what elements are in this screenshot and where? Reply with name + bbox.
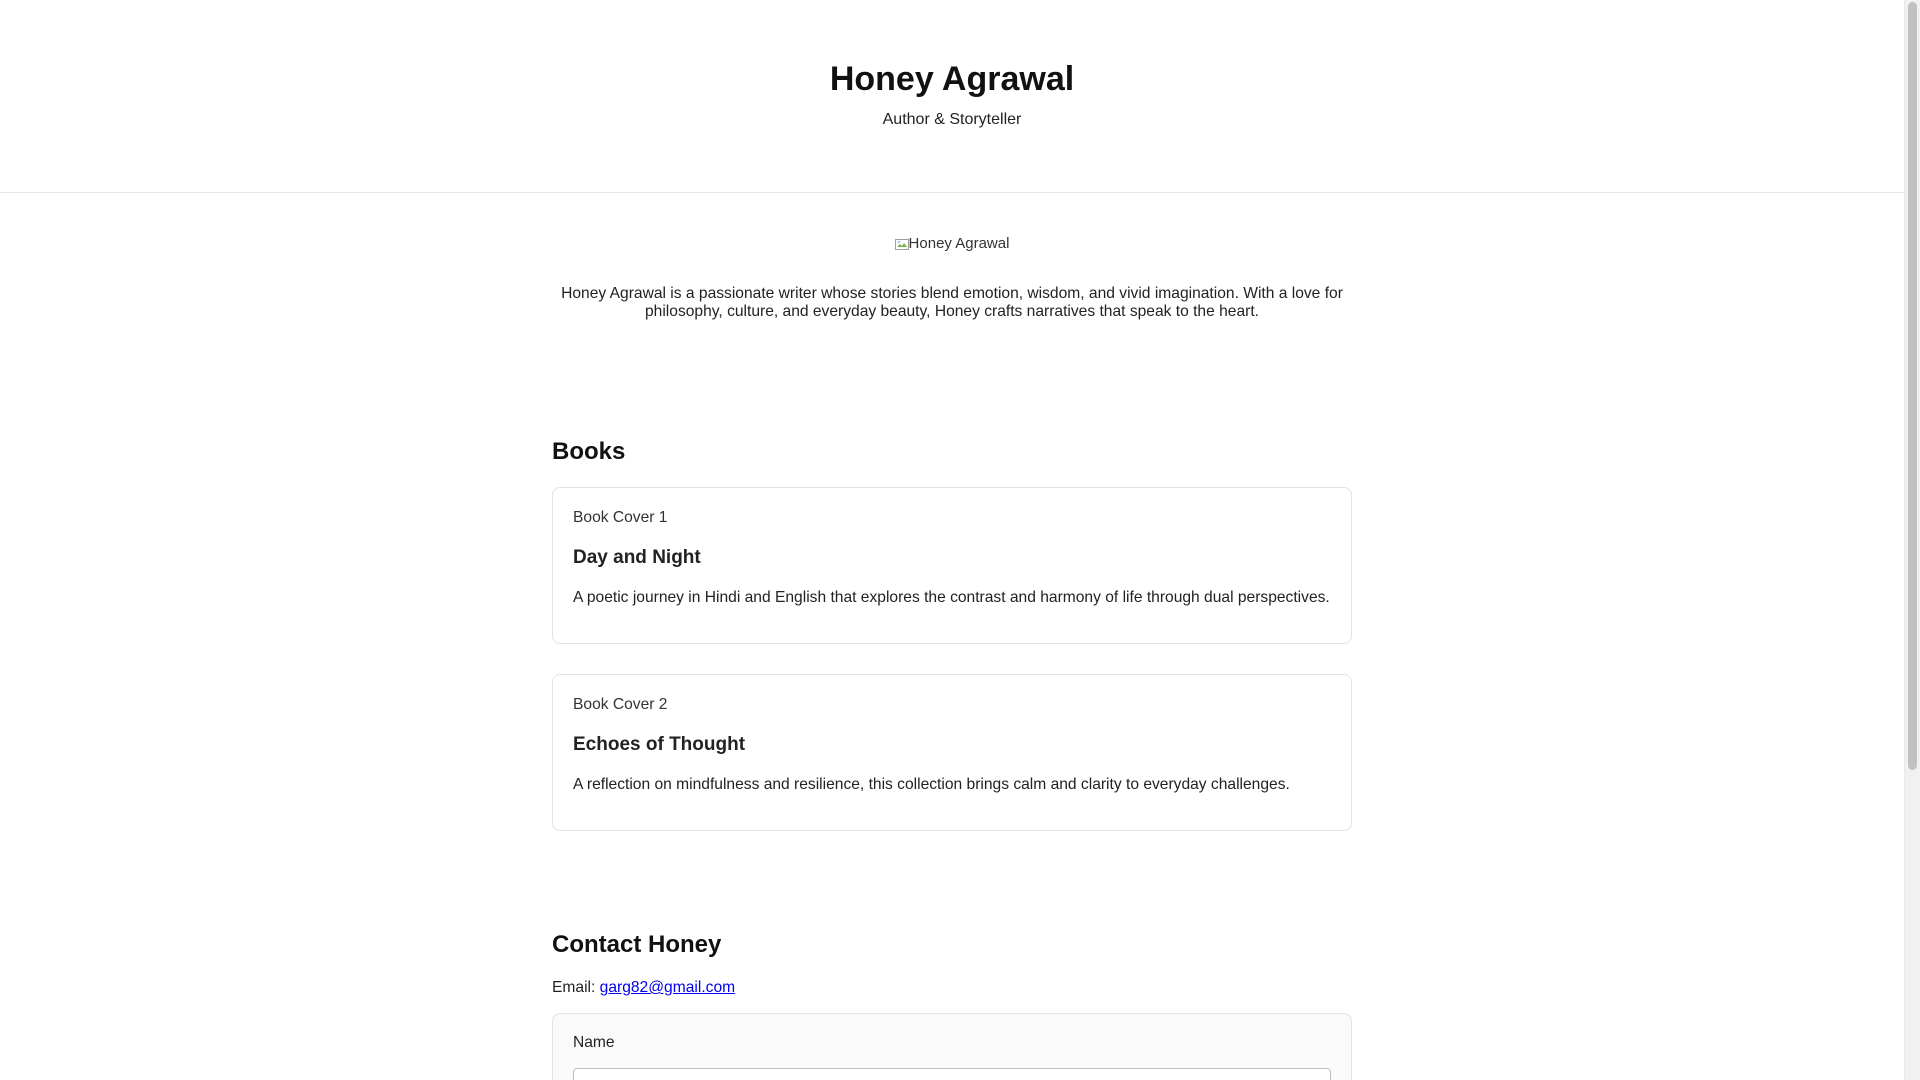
author-bio: Honey Agrawal is a passionate writer whose stories blend emotion, wisdom, and vivid imagination. With a love for philosophy, culture, and everyday beauty, Honey crafts narratives that speak to the heart. — [561, 285, 1343, 320]
profile-photo — [552, 235, 1352, 257]
book-cover-image — [573, 508, 1331, 527]
books-list — [552, 487, 1352, 831]
book-cover-alt: Book Cover 1 — [573, 508, 668, 526]
scrollbar-thumb[interactable] — [1908, 2, 1917, 770]
name-field-label: Name — [573, 1034, 615, 1051]
books-section-title: Books — [552, 438, 626, 465]
email-label: Email: — [552, 979, 596, 996]
book-cover-image — [573, 695, 1331, 714]
book-card — [552, 487, 1352, 644]
book-description: A reflection on mindfulness and resilience, this collection brings calm and clarity to everyday challenges. — [573, 776, 1290, 793]
book-card — [552, 674, 1352, 831]
site-subtitle: Author & Storyteller — [882, 111, 1022, 128]
page-scrollbar[interactable] — [1904, 0, 1920, 1080]
site-header — [0, 0, 1904, 193]
book-title: Day and Night — [573, 547, 701, 568]
profile-photo-alt: Honey Agrawal — [908, 235, 1010, 252]
email-line — [552, 979, 1352, 997]
book-cover-alt: Book Cover 2 — [573, 695, 668, 713]
main-content — [552, 235, 1352, 1080]
contact-section-title: Contact Honey — [552, 931, 722, 958]
site-title: Honey Agrawal — [829, 60, 1075, 98]
broken-image-icon — [895, 239, 909, 250]
book-description: A poetic journey in Hindi and English that explores the contrast and harmony of life through dual perspectives. — [573, 589, 1330, 606]
contact-form — [552, 1013, 1352, 1080]
book-title: Echoes of Thought — [573, 734, 746, 755]
email-link[interactable]: garg82@gmail.com — [599, 979, 736, 996]
name-field[interactable] — [573, 1068, 1331, 1080]
